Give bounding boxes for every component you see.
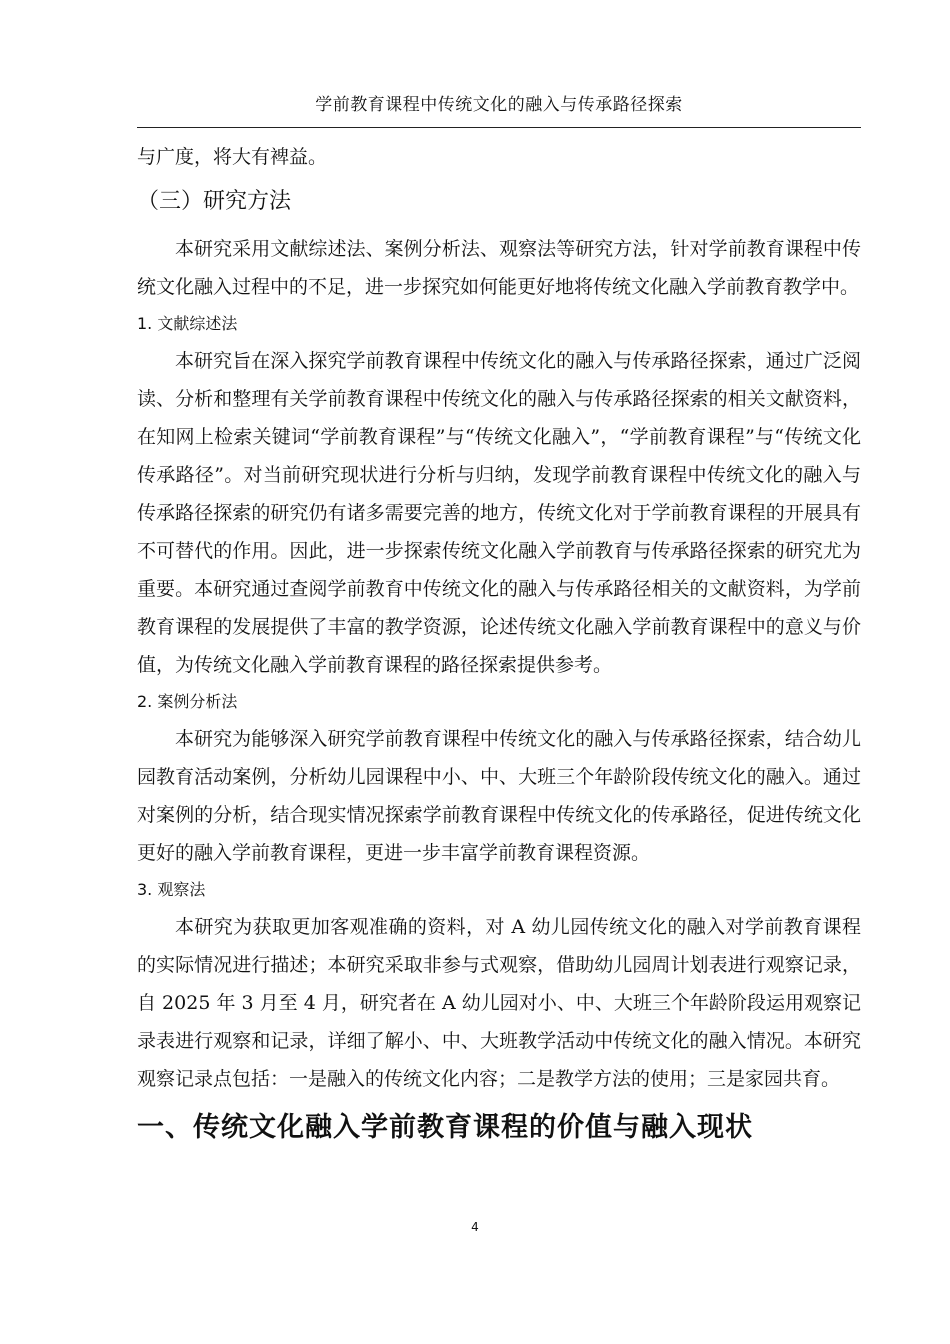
page-body: [137, 138, 861, 1154]
method-heading-observation: 3. 观察法: [137, 880, 206, 899]
method-heading-case: 2. 案例分析法: [137, 692, 238, 711]
method-text-case: 本研究为能够深入研究学前教育课程中传统文化的融入与传承路径探索，结合幼儿园教育活动案例，分析幼儿园课程中小、中、大班三个年龄阶段传统文化的融入。通过对案例的分析，结合现实情况探索学前教育课程中传统文化的传承路径，促进传统文化更好的融入学前教育课程，更进一步丰富学前教育课程资源。: [137, 728, 861, 864]
intro-paragraph: 本研究采用文献综述法、案例分析法、观察法等研究方法，针对学前教育课程中传统文化融入过程中的不足，进一步探究如何能更好地将传统文化融入学前教育教学中。: [137, 238, 861, 298]
chapter-title: 一、传统文化融入学前教育课程的价值与融入现状: [137, 1112, 753, 1143]
method-text-literature: 本研究旨在深入探究学前教育课程中传统文化的融入与传承路径探索，通过广泛阅读、分析和整理有关学前教育课程中传统文化的融入与传承路径探索的相关文献资料，在知网上检索关键词“学前教育课程”与“传统文化融入”，“学前教育课程”与“传统文化传承路径”。对当前研究现状进行分析与归纳，发现学前教育课程中传统文化的融入与传承路径探索的研究仍有诸多需要完善的地方，传统文化对于学前教育课程的开展具有不可替代的作用。因此，进一步探索传统文化融入学前教育与传承路径探索的研究尤为重要。本研究通过查阅学前教育中传统文化的融入与传承路径相关的文献资料，为学前教育课程的发展提供了丰富的教学资源，论述传统文化融入学前教育课程中的意义与价值，为传统文化融入学前教育课程的路径探索提供参考。: [137, 350, 861, 676]
method-heading-literature: 1. 文献综述法: [137, 314, 238, 333]
running-header: 学前教育课程中传统文化的融入与传承路径探索: [315, 95, 683, 115]
carry-over-paragraph: 与广度，将大有裨益。: [137, 146, 328, 168]
page-number: 4: [471, 1220, 479, 1234]
method-text-observation: 本研究为获取更加客观准确的资料，对 A 幼儿园传统文化的融入对学前教育课程的实际情况进行描述；本研究采取非参与式观察，借助幼儿园周计划表进行观察记录，自 2025 年 3 月至 4 月，研究者在 A 幼儿园对小、中、大班三个年龄阶段运用观察记录表进行观察和记录，详细了解小、中、大班教学活动中传统文化的融入情况。本研究观察记录点包括：一是融入的传统文化内容；二是教学方法的使用；三是家园共育。: [137, 916, 861, 1090]
header-divider: [137, 127, 861, 128]
section-title: （三）研究方法: [137, 189, 292, 214]
